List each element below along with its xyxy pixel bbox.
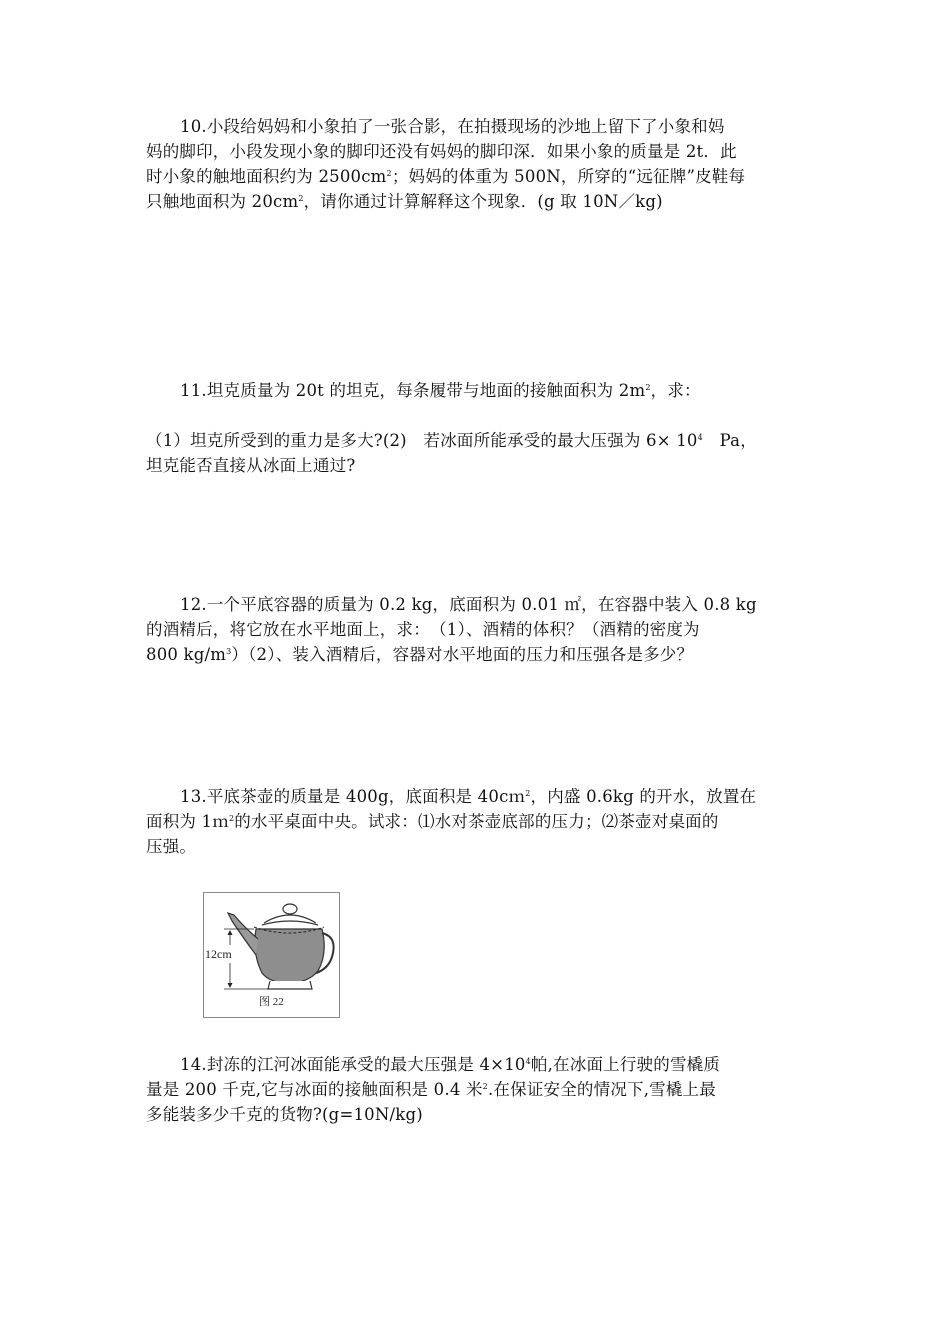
question-12-line-1: 12.一个平底容器的质量为 0.2 kg，底面积为 0.01 ㎡，在容器中装入 0.8 kg <box>180 595 757 614</box>
question-11-line-1: 11.坦克质量为 20t 的坦克，每条履带与地面的接触面积为 $2m^2$，求： <box>180 381 701 400</box>
question-14-line-1: 14.封冻的江河冰面能承受的最大压强是 $4\times 10^4$帕,在冰面上行驶的雪橇质 <box>180 1055 721 1074</box>
question-11-parts <box>146 428 810 478</box>
question-10 <box>146 114 810 214</box>
question-11-line-2: （1）坦克所受到的重力是多大?(2) 若冰面所能承受的最大压强为 $6\times 10^4$ Pa， <box>146 431 757 450</box>
superscript: 2 <box>298 194 304 203</box>
superscript: 4 <box>525 1057 531 1066</box>
question-14-line-2: 量是 200 千克,它与冰面的接触面积是 0.4 米$^2$.在保证安全的情况下,雪橇上最 <box>146 1080 716 1099</box>
question-10-line-4: 只触地面积为 $20cm^2$，请你通过计算解释这个现象．(g 取 10N／kg) <box>146 192 663 211</box>
question-10-line-2: 妈的脚印，小段发现小象的脚印还没有妈妈的脚印深．如果小象的质量是 2t．此 <box>146 142 737 161</box>
question-11 <box>146 378 810 403</box>
question-13-line-2: 面积为 1ｍ$^2$的水平桌面中央。试求：⑴水对茶壶底部的压力；⑵茶壶对桌面的 <box>146 812 719 831</box>
height-label: 12cm <box>205 947 232 961</box>
question-10-line-3: 时小象的触地面积约为 $2500cm^2$；妈妈的体重为 500N，所穿的“远征牌”皮鞋每 <box>146 167 746 186</box>
superscript: 2 <box>228 814 235 823</box>
superscript: 2 <box>645 383 651 392</box>
superscript: 2 <box>482 1082 488 1091</box>
question-13 <box>146 784 810 859</box>
question-10-line-1: 10.小段给妈妈和小象拍了一张合影，在拍摄现场的沙地上留下了小象和妈 <box>180 117 725 136</box>
superscript: 4 <box>697 433 703 442</box>
superscript: 2 <box>386 169 392 178</box>
question-13-line-3: 压强。 <box>146 837 197 856</box>
superscript: 2 <box>525 789 531 798</box>
teapot-figure <box>203 892 340 1018</box>
question-12-line-3: 800 $kg/m^3)(2)$、装入酒精后，容器对水平地面的压力和压强各是多少？ <box>146 645 694 664</box>
question-11-line-3: 坦克能否直接从冰面上通过? <box>146 456 356 475</box>
question-13-line-1: 13.平底茶壶的质量是 400g，底面积是 40cｍ$^2$，内盛 0.6kg 的开水，放置在 <box>180 787 757 806</box>
superscript: 3 <box>226 647 232 656</box>
figure-caption: 图 22 <box>259 996 284 1008</box>
question-12 <box>146 592 810 667</box>
question-14 <box>146 1052 810 1127</box>
question-14-line-3: 多能装多少千克的货物?(g=10N/kg) <box>146 1105 423 1124</box>
question-12-line-2: 的酒精后，将它放在水平地面上，求： （1）、酒精的体积？（酒精的密度为 <box>146 620 700 639</box>
